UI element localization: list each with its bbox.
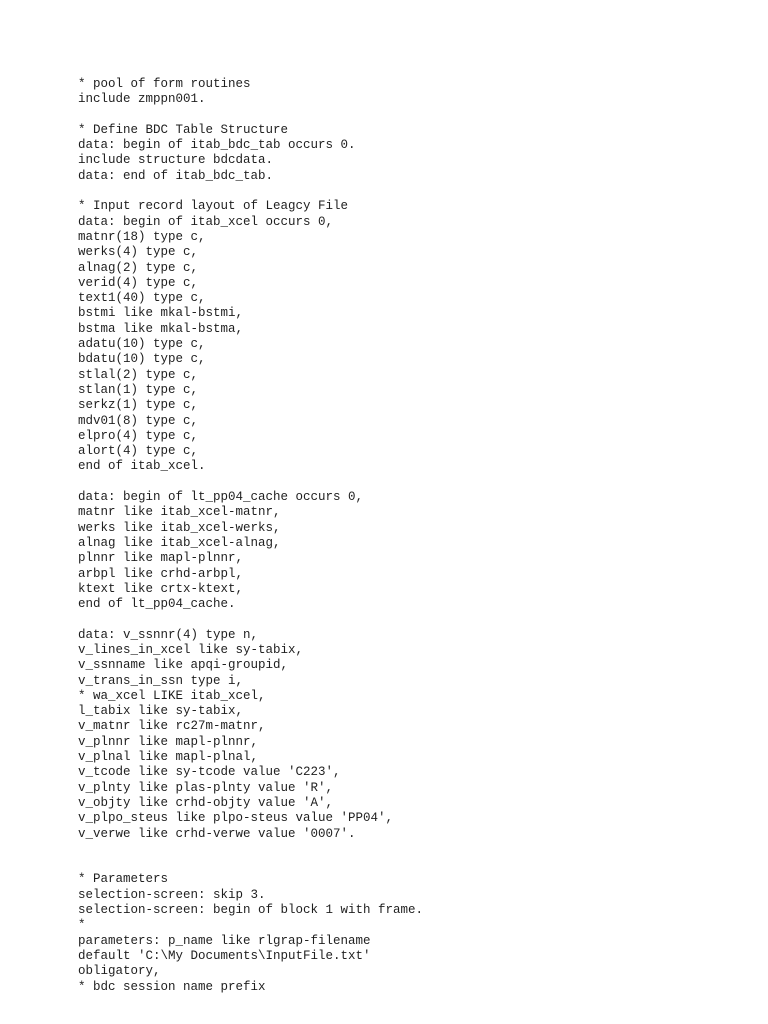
code-line: mdv01(8) type c, — [78, 413, 199, 428]
code-line: selection-screen: skip 3. — [78, 887, 266, 902]
code-line: v_plpo_steus like plpo-steus value 'PP04', — [78, 811, 394, 826]
code-line: v_verwe like crhd-verwe value '0007'. — [78, 826, 356, 841]
code-line — [78, 857, 423, 872]
code-line: matnr(18) type c, — [78, 229, 206, 244]
code-listing — [78, 77, 423, 995]
code-line: bstma like mkal-bstma, — [78, 321, 244, 336]
code-line: * pool of form routines — [78, 77, 251, 91]
code-line: v_plnty like plas-plnty value 'R', — [78, 780, 334, 795]
code-line: * bdc session name prefix — [78, 979, 266, 994]
code-line: v_plnal like mapl-plnal, — [78, 750, 259, 765]
code-line: werks(4) type c, — [78, 245, 199, 260]
code-line: v_matnr like rc27m-matnr, — [78, 719, 266, 734]
code-line — [78, 108, 423, 123]
code-line: data: v_ssnnr(4) type n, — [78, 627, 259, 642]
code-line: include zmppn001. — [78, 92, 206, 107]
code-line: v_plnnr like mapl-plnnr, — [78, 734, 259, 749]
code-line: v_tcode like sy-tcode value 'C223', — [78, 765, 341, 780]
code-line: text1(40) type c, — [78, 291, 206, 306]
code-line: data: begin of itab_xcel occurs 0, — [78, 214, 334, 229]
code-line: v_objty like crhd-objty value 'A', — [78, 795, 334, 810]
code-line — [78, 475, 423, 490]
code-line: elpro(4) type c, — [78, 428, 199, 443]
code-line: stlan(1) type c, — [78, 382, 199, 397]
code-line: selection-screen: begin of block 1 with frame. — [78, 903, 424, 918]
code-line: v_ssnname like apqi-groupid, — [78, 658, 289, 673]
code-line: default 'C:\My Documents\InputFile.txt' — [78, 948, 371, 963]
code-line: serkz(1) type c, — [78, 398, 199, 413]
code-line: data: end of itab_bdc_tab. — [78, 168, 274, 183]
code-line: matnr like itab_xcel-matnr, — [78, 505, 281, 520]
code-line: * Input record layout of Leagcy File — [78, 199, 349, 214]
code-line: alnag like itab_xcel-alnag, — [78, 535, 281, 550]
code-line: * wa_xcel LIKE itab_xcel, — [78, 688, 266, 703]
code-line — [78, 184, 423, 199]
code-line: alnag(2) type c, — [78, 260, 199, 275]
code-line: bstmi like mkal-bstmi, — [78, 306, 244, 321]
code-line: end of itab_xcel. — [78, 459, 206, 474]
code-line: verid(4) type c, — [78, 275, 199, 290]
code-line: * Parameters — [78, 872, 169, 887]
code-line: ktext like crtx-ktext, — [78, 581, 244, 596]
code-line: v_trans_in_ssn type i, — [78, 673, 244, 688]
code-line: arbpl like crhd-arbpl, — [78, 566, 244, 581]
code-line: end of lt_pp04_cache. — [78, 597, 236, 612]
code-line: data: begin of lt_pp04_cache occurs 0, — [78, 490, 364, 505]
code-line: werks like itab_xcel-werks, — [78, 520, 281, 535]
code-line: obligatory, — [78, 964, 161, 979]
code-line: * Define BDC Table Structure — [78, 122, 289, 137]
code-line: * — [78, 918, 86, 933]
code-line: data: begin of itab_bdc_tab occurs 0. — [78, 138, 356, 153]
code-line — [78, 612, 423, 627]
code-line: include structure bdcdata. — [78, 153, 274, 168]
code-line — [78, 842, 423, 857]
code-line: bdatu(10) type c, — [78, 352, 206, 367]
code-line: plnnr like mapl-plnnr, — [78, 551, 244, 566]
code-line: v_lines_in_xcel like sy-tabix, — [78, 642, 304, 657]
code-line: alort(4) type c, — [78, 444, 199, 459]
code-line: adatu(10) type c, — [78, 337, 206, 352]
code-line: stlal(2) type c, — [78, 367, 199, 382]
code-line: l_tabix like sy-tabix, — [78, 704, 244, 719]
code-line: parameters: p_name like rlgrap-filename — [78, 933, 371, 948]
